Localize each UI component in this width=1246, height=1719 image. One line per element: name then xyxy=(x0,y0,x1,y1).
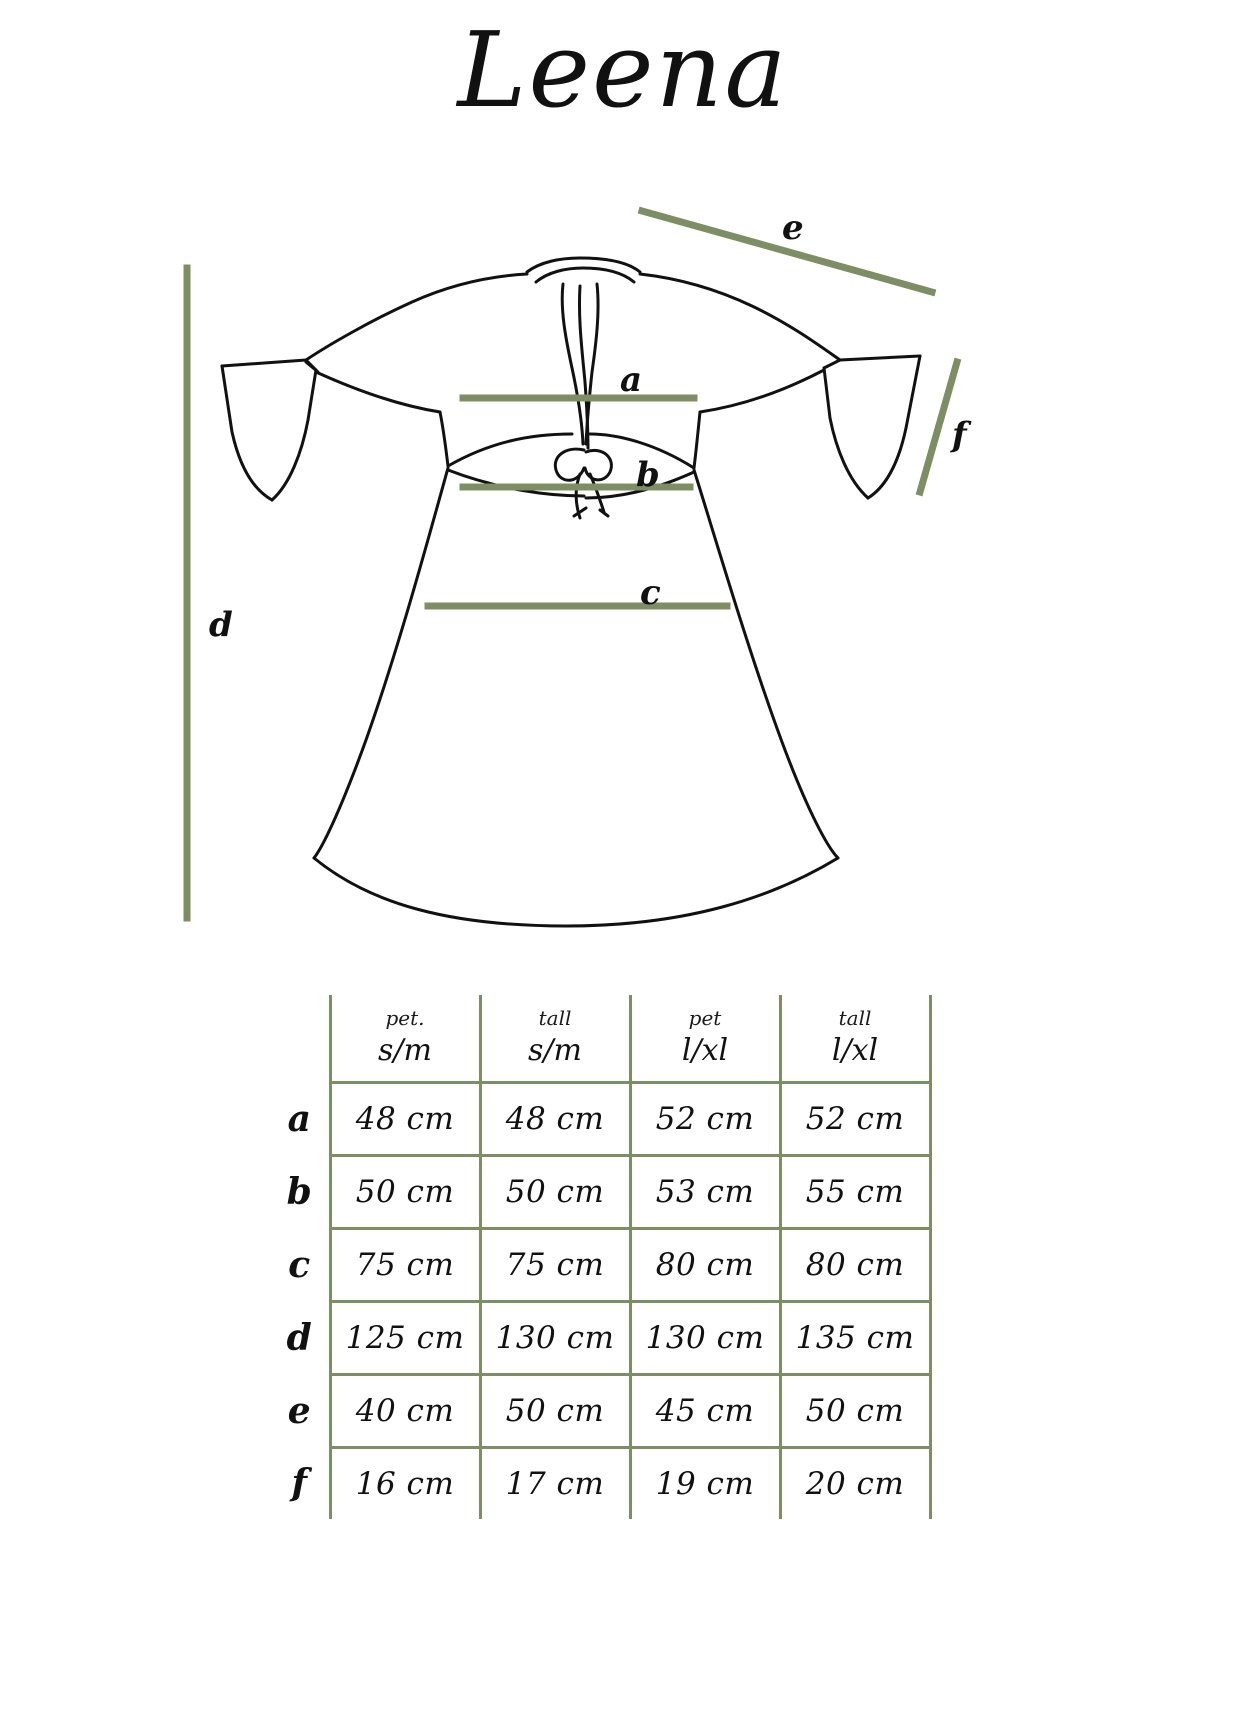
row-label-a: a xyxy=(270,1083,330,1156)
cuff-left-inner xyxy=(272,370,316,500)
cell-a-2: 52 cm xyxy=(630,1083,780,1156)
table-corner-cell xyxy=(270,995,330,1083)
skirt-left-side xyxy=(314,468,448,858)
column-group-1: tall xyxy=(538,1006,572,1031)
sleeve-right-under xyxy=(700,370,824,412)
column-header-3 xyxy=(780,995,930,1083)
row-label-f: f xyxy=(270,1448,330,1520)
sleeve-right-top xyxy=(840,356,920,360)
cuff-left-outer xyxy=(222,366,272,500)
cell-d-3: 135 cm xyxy=(780,1302,930,1375)
table-header-row xyxy=(270,995,930,1083)
cell-f-1: 17 cm xyxy=(480,1448,630,1520)
cell-c-0: 75 cm xyxy=(330,1229,480,1302)
measure-label-f: f xyxy=(952,415,967,455)
column-header-2 xyxy=(630,995,780,1083)
cell-a-0: 48 cm xyxy=(330,1083,480,1156)
row-label-c: c xyxy=(270,1229,330,1302)
column-group-3: tall xyxy=(838,1006,872,1031)
cell-c-2: 80 cm xyxy=(630,1229,780,1302)
sleeve-left-under xyxy=(316,372,440,412)
column-header-0 xyxy=(330,995,480,1083)
cell-e-2: 45 cm xyxy=(630,1375,780,1448)
cell-d-1: 130 cm xyxy=(480,1302,630,1375)
bodice-left-side xyxy=(440,412,448,466)
cell-e-0: 40 cm xyxy=(330,1375,480,1448)
cell-a-3: 52 cm xyxy=(780,1083,930,1156)
cuff-right-outer xyxy=(868,356,920,498)
skirt-hem xyxy=(314,858,838,926)
size-table-wrapper xyxy=(270,995,970,1705)
page-title: Leena xyxy=(457,9,789,131)
cell-b-1: 50 cm xyxy=(480,1156,630,1229)
empire-seam-left xyxy=(448,434,572,466)
table-row xyxy=(270,1083,930,1156)
measure-label-e: e xyxy=(782,208,804,248)
bow-right-loop xyxy=(585,450,611,479)
cell-b-0: 50 cm xyxy=(330,1156,480,1229)
table-row xyxy=(270,1375,930,1448)
cell-e-3: 50 cm xyxy=(780,1375,930,1448)
shoulder-right xyxy=(640,274,840,360)
table-row xyxy=(270,1229,930,1302)
measure-label-a: a xyxy=(620,360,643,400)
neckline-inner xyxy=(536,268,634,282)
sleeve-left-top xyxy=(222,360,306,366)
cell-f-3: 20 cm xyxy=(780,1448,930,1520)
column-size-1: s/m xyxy=(528,1033,582,1069)
sleeve-left-seam2 xyxy=(306,362,318,372)
shoulder-left xyxy=(306,274,527,360)
measure-label-d: d xyxy=(209,605,233,645)
cell-c-3: 80 cm xyxy=(780,1229,930,1302)
cell-f-2: 19 cm xyxy=(630,1448,780,1520)
row-label-d: d xyxy=(270,1302,330,1375)
cell-f-0: 16 cm xyxy=(330,1448,480,1520)
cell-d-0: 125 cm xyxy=(330,1302,480,1375)
neckline-outer xyxy=(527,258,640,272)
column-group-0: pet. xyxy=(385,1006,425,1031)
column-size-0: s/m xyxy=(378,1033,432,1069)
table-row xyxy=(270,1302,930,1375)
cell-c-1: 75 cm xyxy=(480,1229,630,1302)
cell-e-1: 50 cm xyxy=(480,1375,630,1448)
waist-seam-left xyxy=(448,470,584,496)
size-chart-table xyxy=(270,995,932,1519)
column-header-1 xyxy=(480,995,630,1083)
cuff-right-inner xyxy=(824,368,868,498)
column-group-2: pet xyxy=(688,1006,722,1031)
column-size-2: l/xl xyxy=(681,1033,729,1069)
column-size-3: l/xl xyxy=(831,1033,879,1069)
cell-b-2: 53 cm xyxy=(630,1156,780,1229)
row-label-e: e xyxy=(270,1375,330,1448)
cell-d-2: 130 cm xyxy=(630,1302,780,1375)
cuff-right-seam xyxy=(824,360,840,368)
table-row xyxy=(270,1156,930,1229)
table-row xyxy=(270,1448,930,1520)
skirt-right-side xyxy=(694,470,838,858)
measure-label-b: b xyxy=(636,455,660,495)
row-label-b: b xyxy=(270,1156,330,1229)
cell-b-3: 55 cm xyxy=(780,1156,930,1229)
measure-label-c: c xyxy=(640,573,661,613)
cell-a-1: 48 cm xyxy=(480,1083,630,1156)
bodice-right-side xyxy=(694,412,700,468)
